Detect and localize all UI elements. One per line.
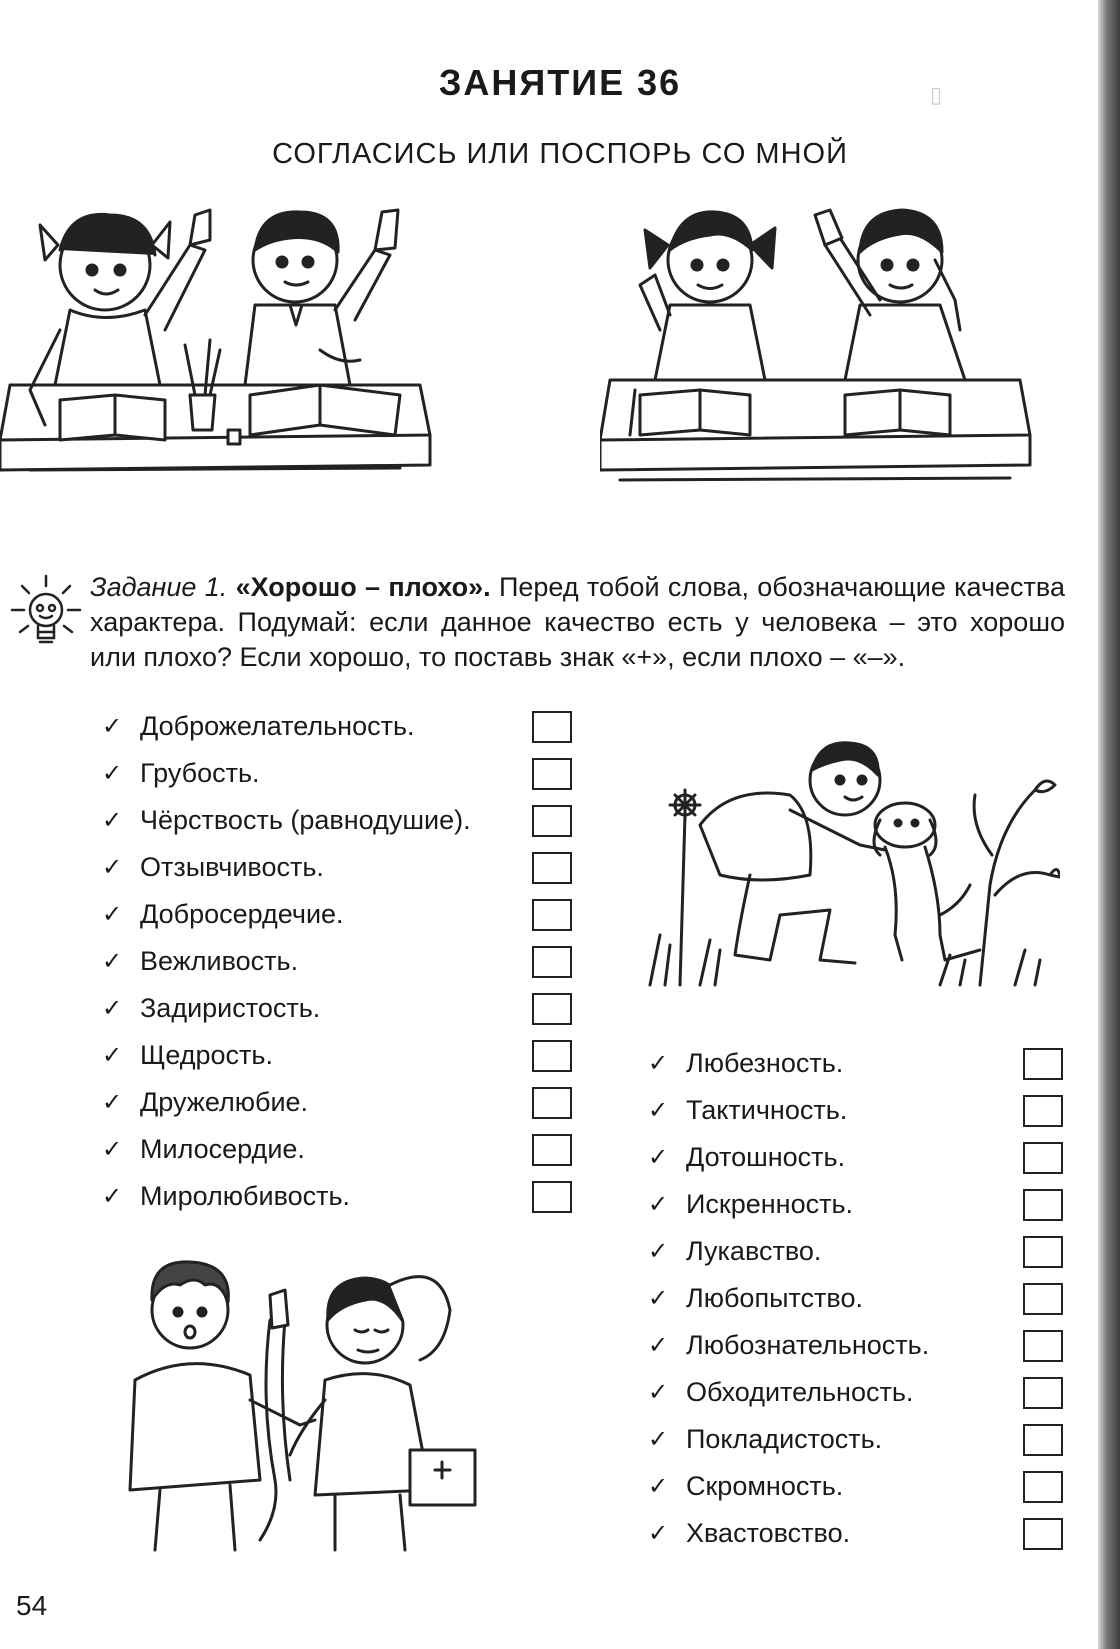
answer-box[interactable]	[532, 805, 572, 837]
task-number: Задание 1.	[90, 572, 228, 602]
bleed-through-text: ▯	[930, 82, 943, 107]
answer-box[interactable]	[1023, 1142, 1063, 1174]
quality-label: Лукавство.	[686, 1236, 822, 1266]
answer-box[interactable]	[1023, 1471, 1063, 1503]
list-item	[102, 797, 582, 844]
answer-box[interactable]	[1023, 1330, 1063, 1362]
check-icon: ✓	[648, 1426, 669, 1453]
check-icon: ✓	[102, 1089, 123, 1116]
answer-box[interactable]	[532, 946, 572, 978]
list-item	[648, 1416, 1068, 1463]
quality-label: Доброжелательность.	[140, 711, 415, 741]
children-bandage-illustration	[100, 1250, 520, 1560]
quality-label: Задиристость.	[140, 993, 321, 1023]
list-item	[102, 750, 582, 797]
check-icon: ✓	[102, 760, 123, 787]
answer-box[interactable]	[1023, 1377, 1063, 1409]
check-icon: ✓	[648, 1144, 669, 1171]
check-icon: ✓	[102, 807, 123, 834]
check-icon: ✓	[102, 995, 123, 1022]
list-item	[648, 1228, 1068, 1275]
list-item	[102, 985, 582, 1032]
check-icon: ✓	[648, 1520, 669, 1547]
answer-box[interactable]	[532, 1087, 572, 1119]
quality-label: Дотошность.	[686, 1142, 846, 1172]
check-icon: ✓	[648, 1238, 669, 1265]
list-item	[648, 1087, 1068, 1134]
quality-label: Чёрствость (равнодушие).	[140, 805, 471, 835]
task-name: «Хорошо – плохо».	[235, 572, 491, 602]
answer-box[interactable]	[532, 899, 572, 931]
page-number: 54	[16, 1590, 48, 1621]
lesson-title: ЗАНЯТИЕ 36	[438, 62, 682, 103]
answer-box[interactable]	[532, 758, 572, 790]
list-item	[102, 938, 582, 985]
list-item	[102, 703, 582, 750]
list-item	[102, 1032, 582, 1079]
answer-box[interactable]	[1023, 1236, 1063, 1268]
check-icon: ✓	[102, 854, 123, 881]
answer-box[interactable]	[532, 852, 572, 884]
quality-label: Скромность.	[686, 1471, 844, 1501]
task-1-text	[90, 570, 1065, 675]
list-item	[648, 1510, 1068, 1557]
quality-label: Миролюбивость.	[140, 1181, 351, 1211]
list-item	[648, 1181, 1068, 1228]
boy-with-puppy-illustration	[640, 735, 1060, 1000]
check-icon: ✓	[648, 1473, 669, 1500]
qualities-list-left	[102, 703, 582, 1220]
list-item	[648, 1369, 1068, 1416]
check-icon: ✓	[648, 1285, 669, 1312]
list-item	[648, 1040, 1068, 1087]
answer-box[interactable]	[532, 993, 572, 1025]
answer-box[interactable]	[532, 1040, 572, 1072]
quality-label: Обходительность.	[686, 1377, 914, 1407]
qualities-list-right	[648, 1040, 1068, 1557]
check-icon: ✓	[102, 1183, 123, 1210]
list-item	[102, 1173, 582, 1220]
quality-label: Искренность.	[686, 1189, 854, 1219]
check-icon: ✓	[648, 1050, 669, 1077]
quality-label: Грубость.	[140, 758, 260, 788]
answer-box[interactable]	[1023, 1189, 1063, 1221]
answer-box[interactable]	[1023, 1095, 1063, 1127]
quality-label: Любознательность.	[686, 1330, 930, 1360]
answer-box[interactable]	[532, 1181, 572, 1213]
quality-label: Любезность.	[686, 1048, 844, 1078]
check-icon: ✓	[648, 1332, 669, 1359]
quality-label: Отзывчивость.	[140, 852, 324, 882]
check-icon: ✓	[102, 901, 123, 928]
quality-label: Щедрость.	[140, 1040, 273, 1070]
book-gutter-shadow	[1098, 0, 1120, 1649]
classroom-illustration-right	[600, 190, 1040, 500]
list-item	[102, 1126, 582, 1173]
quality-label: Хвастовство.	[686, 1518, 851, 1548]
answer-box[interactable]	[1023, 1518, 1063, 1550]
quality-label: Вежливость.	[140, 946, 299, 976]
quality-label: Добросердечие.	[140, 899, 344, 929]
answer-box[interactable]	[532, 1134, 572, 1166]
task-instructions: Перед тобой слова, обозначающие качества характера. Подумай: если данное качество есть у человека – это хорошо или плохо? Если хорошо, то поставь знак «+», если плохо – «–».	[90, 572, 1065, 672]
list-item	[102, 891, 582, 938]
quality-label: Любопытство.	[686, 1283, 863, 1313]
quality-label: Милосердие.	[140, 1134, 305, 1164]
check-icon: ✓	[648, 1379, 669, 1406]
check-icon: ✓	[102, 948, 123, 975]
list-item	[102, 1079, 582, 1126]
check-icon: ✓	[648, 1097, 669, 1124]
answer-box[interactable]	[1023, 1424, 1063, 1456]
list-item	[648, 1322, 1068, 1369]
quality-label: Покладистость.	[686, 1424, 883, 1454]
check-icon: ✓	[102, 1042, 123, 1069]
lightbulb-icon	[10, 572, 82, 662]
check-icon: ✓	[102, 713, 123, 740]
quality-label: Тактичность.	[686, 1095, 848, 1125]
list-item	[648, 1134, 1068, 1181]
lesson-subtitle: СОГЛАСИСЬ ИЛИ ПОСПОРЬ СО МНОЙ	[272, 138, 848, 170]
quality-label: Дружелюбие.	[140, 1087, 309, 1117]
answer-box[interactable]	[1023, 1048, 1063, 1080]
classroom-illustration-left	[0, 190, 450, 500]
list-item	[648, 1463, 1068, 1510]
answer-box[interactable]	[1023, 1283, 1063, 1315]
answer-box[interactable]	[532, 711, 572, 743]
list-item	[102, 844, 582, 891]
list-item	[648, 1275, 1068, 1322]
check-icon: ✓	[648, 1191, 669, 1218]
check-icon: ✓	[102, 1136, 123, 1163]
